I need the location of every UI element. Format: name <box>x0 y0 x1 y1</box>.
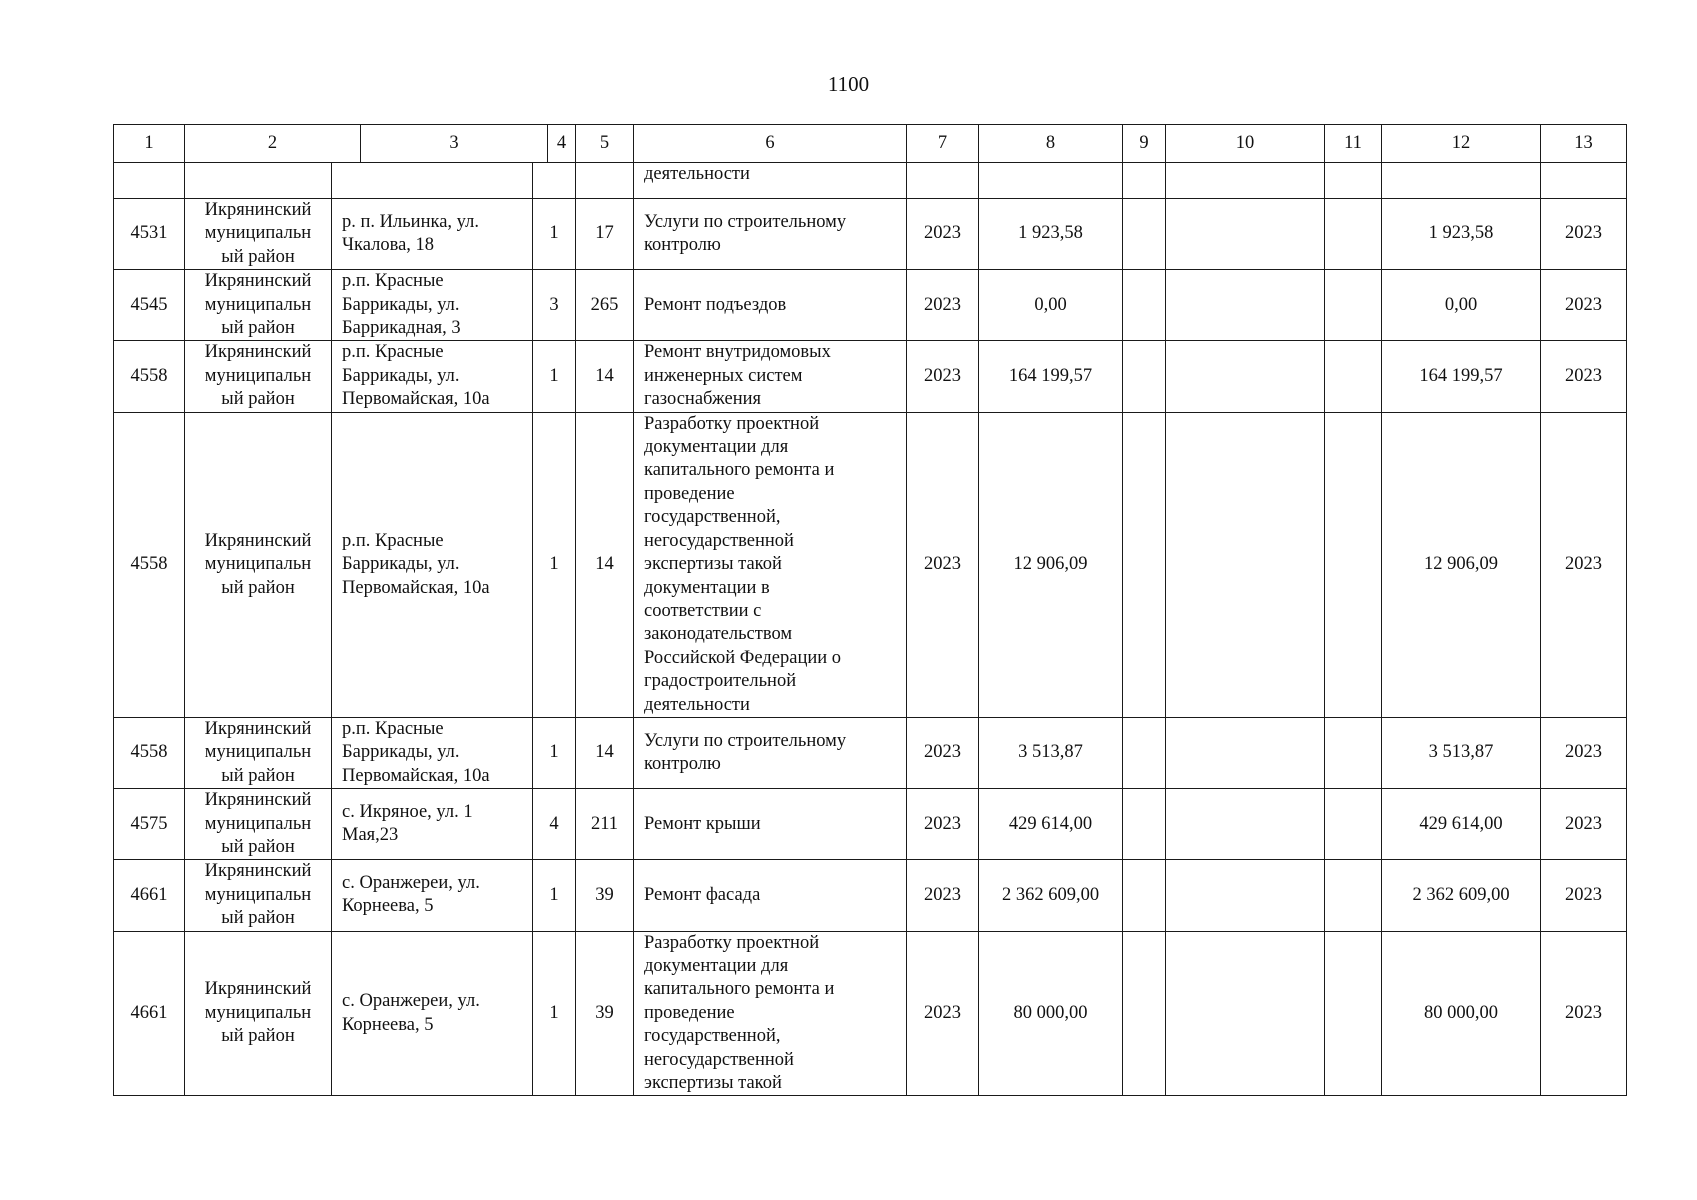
col10-cell <box>1166 341 1325 412</box>
empty-cell <box>114 163 185 199</box>
col5-cell: 211 <box>576 789 634 860</box>
col4-cell: 1 <box>533 717 576 788</box>
table-row <box>114 341 1627 412</box>
header-cell: 13 <box>1541 125 1627 163</box>
header-split-cell <box>185 125 576 163</box>
col5-cell: 39 <box>576 860 634 931</box>
col12-cell: 12 906,09 <box>1382 412 1541 717</box>
total-cost-cell: 1 923,58 <box>979 199 1123 270</box>
col12-cell: 80 000,00 <box>1382 931 1541 1096</box>
record-id-cell: 4545 <box>114 270 185 341</box>
year-cell: 2023 <box>907 860 979 931</box>
address-cell: р. п. Ильинка, ул. Чкалова, 18 <box>332 199 533 270</box>
col5-cell: 14 <box>576 717 634 788</box>
col10-cell <box>1166 199 1325 270</box>
col13-year-cell: 2023 <box>1541 270 1627 341</box>
address-cell: с. Оранжереи, ул. Корнеева, 5 <box>332 931 533 1096</box>
header-cell: 7 <box>907 125 979 163</box>
col11-cell <box>1325 789 1382 860</box>
col5-cell: 39 <box>576 931 634 1096</box>
work-description-fragment: деятельности <box>634 163 907 199</box>
record-id-cell: 4558 <box>114 717 185 788</box>
empty-cell <box>185 163 332 199</box>
empty-cell <box>1382 163 1541 199</box>
work-description-cell: Услуги по строительному контролю <box>634 717 907 788</box>
header-cell: 8 <box>979 125 1123 163</box>
district-cell: Икрянинский муниципальн ый район <box>185 789 332 860</box>
year-cell: 2023 <box>907 270 979 341</box>
col4-cell: 3 <box>533 270 576 341</box>
col4-cell: 1 <box>533 199 576 270</box>
district-cell: Икрянинский муниципальн ый район <box>185 717 332 788</box>
continuation-row <box>114 163 1627 199</box>
table-body <box>114 125 1627 1096</box>
col11-cell <box>1325 860 1382 931</box>
empty-cell <box>1541 163 1627 199</box>
page-number: 1100 <box>827 72 870 96</box>
record-id-cell: 4661 <box>114 931 185 1096</box>
table-row <box>114 860 1627 931</box>
col11-cell <box>1325 717 1382 788</box>
col12-cell: 429 614,00 <box>1382 789 1541 860</box>
header-row <box>114 125 1627 163</box>
total-cost-cell: 3 513,87 <box>979 717 1123 788</box>
header-cell: 12 <box>1382 125 1541 163</box>
work-description-cell: Разработку проектной документации для капитального ремонта и проведение государственной, негосударственной экспертизы такой <box>634 931 907 1096</box>
col11-cell <box>1325 931 1382 1096</box>
record-id-cell: 4531 <box>114 199 185 270</box>
col12-cell: 3 513,87 <box>1382 717 1541 788</box>
work-description-cell: Ремонт подъездов <box>634 270 907 341</box>
col10-cell <box>1166 789 1325 860</box>
total-cost-cell: 429 614,00 <box>979 789 1123 860</box>
total-cost-cell: 2 362 609,00 <box>979 860 1123 931</box>
col5-cell: 265 <box>576 270 634 341</box>
year-cell: 2023 <box>907 789 979 860</box>
col13-year-cell: 2023 <box>1541 412 1627 717</box>
work-description-cell: Разработку проектной документации для капитального ремонта и проведение государственной, негосударственной экспертизы такой документации в соответствии с законодательством Российской Федерации о градостроительной деятельности <box>634 412 907 717</box>
header-cell: 9 <box>1123 125 1166 163</box>
year-cell: 2023 <box>907 931 979 1096</box>
col10-cell <box>1166 270 1325 341</box>
col11-cell <box>1325 412 1382 717</box>
table-row <box>114 717 1627 788</box>
table-row <box>114 199 1627 270</box>
col10-cell <box>1166 931 1325 1096</box>
empty-cell <box>1123 163 1166 199</box>
data-table <box>113 124 1627 1096</box>
table-row <box>114 270 1627 341</box>
col5-cell: 14 <box>576 412 634 717</box>
col13-year-cell: 2023 <box>1541 931 1627 1096</box>
col10-cell <box>1166 412 1325 717</box>
col11-cell <box>1325 270 1382 341</box>
empty-cell <box>1325 163 1382 199</box>
address-cell: р.п. Красные Баррикады, ул. Первомайская, 10а <box>332 412 533 717</box>
district-cell: Икрянинский муниципальн ый район <box>185 860 332 931</box>
record-id-cell: 4558 <box>114 412 185 717</box>
address-cell: с. Икряное, ул. 1 Мая,23 <box>332 789 533 860</box>
header-cell: 1 <box>114 125 185 163</box>
header-cell: 3 <box>361 125 548 162</box>
col13-year-cell: 2023 <box>1541 199 1627 270</box>
col12-cell: 164 199,57 <box>1382 341 1541 412</box>
empty-cell <box>907 163 979 199</box>
col9-cell <box>1123 270 1166 341</box>
empty-cell <box>533 163 576 199</box>
col9-cell <box>1123 789 1166 860</box>
year-cell: 2023 <box>907 412 979 717</box>
col11-cell <box>1325 341 1382 412</box>
header-cell: 11 <box>1325 125 1382 163</box>
table-row <box>114 412 1627 717</box>
col4-cell: 1 <box>533 412 576 717</box>
total-cost-cell: 80 000,00 <box>979 931 1123 1096</box>
col13-year-cell: 2023 <box>1541 341 1627 412</box>
col9-cell <box>1123 860 1166 931</box>
table-row <box>114 931 1627 1096</box>
year-cell: 2023 <box>907 199 979 270</box>
header-cell: 6 <box>634 125 907 163</box>
col5-cell: 17 <box>576 199 634 270</box>
col4-cell: 1 <box>533 931 576 1096</box>
year-cell: 2023 <box>907 717 979 788</box>
col4-cell: 4 <box>533 789 576 860</box>
col9-cell <box>1123 199 1166 270</box>
work-description-cell: Услуги по строительному контролю <box>634 199 907 270</box>
address-cell: р.п. Красные Баррикады, ул. Первомайская, 10а <box>332 341 533 412</box>
record-id-cell: 4575 <box>114 789 185 860</box>
empty-cell <box>332 163 533 199</box>
col4-cell: 1 <box>533 860 576 931</box>
empty-cell <box>979 163 1123 199</box>
col4-cell: 1 <box>533 341 576 412</box>
col13-year-cell: 2023 <box>1541 789 1627 860</box>
record-id-cell: 4558 <box>114 341 185 412</box>
work-description-cell: Ремонт внутридомовых инженерных систем газоснабжения <box>634 341 907 412</box>
header-cell: 4 <box>556 133 567 153</box>
col5-cell: 14 <box>576 341 634 412</box>
total-cost-cell: 0,00 <box>979 270 1123 341</box>
address-cell: с. Оранжереи, ул. Корнеева, 5 <box>332 860 533 931</box>
header-cell: 10 <box>1166 125 1325 163</box>
address-cell: р.п. Красные Баррикады, ул. Первомайская, 10а <box>332 717 533 788</box>
district-cell: Икрянинский муниципальн ый район <box>185 412 332 717</box>
district-cell: Икрянинский муниципальн ый район <box>185 931 332 1096</box>
work-description-cell: Ремонт фасада <box>634 860 907 931</box>
header-cell: 5 <box>576 125 634 163</box>
year-cell: 2023 <box>907 341 979 412</box>
total-cost-cell: 12 906,09 <box>979 412 1123 717</box>
col12-cell: 0,00 <box>1382 270 1541 341</box>
district-cell: Икрянинский муниципальн ый район <box>185 270 332 341</box>
col10-cell <box>1166 860 1325 931</box>
col9-cell <box>1123 931 1166 1096</box>
header-cell: 2 <box>185 125 361 162</box>
col11-cell <box>1325 199 1382 270</box>
total-cost-cell: 164 199,57 <box>979 341 1123 412</box>
col12-cell: 2 362 609,00 <box>1382 860 1541 931</box>
col9-cell <box>1123 412 1166 717</box>
empty-cell <box>576 163 634 199</box>
work-description-cell: Ремонт крыши <box>634 789 907 860</box>
col13-year-cell: 2023 <box>1541 717 1627 788</box>
table-row <box>114 789 1627 860</box>
col12-cell: 1 923,58 <box>1382 199 1541 270</box>
col9-cell <box>1123 717 1166 788</box>
empty-cell <box>1166 163 1325 199</box>
col10-cell <box>1166 717 1325 788</box>
col9-cell <box>1123 341 1166 412</box>
col13-year-cell: 2023 <box>1541 860 1627 931</box>
district-cell: Икрянинский муниципальн ый район <box>185 341 332 412</box>
district-cell: Икрянинский муниципальн ый район <box>185 199 332 270</box>
record-id-cell: 4661 <box>114 860 185 931</box>
address-cell: р.п. Красные Баррикады, ул. Баррикадная, 3 <box>332 270 533 341</box>
